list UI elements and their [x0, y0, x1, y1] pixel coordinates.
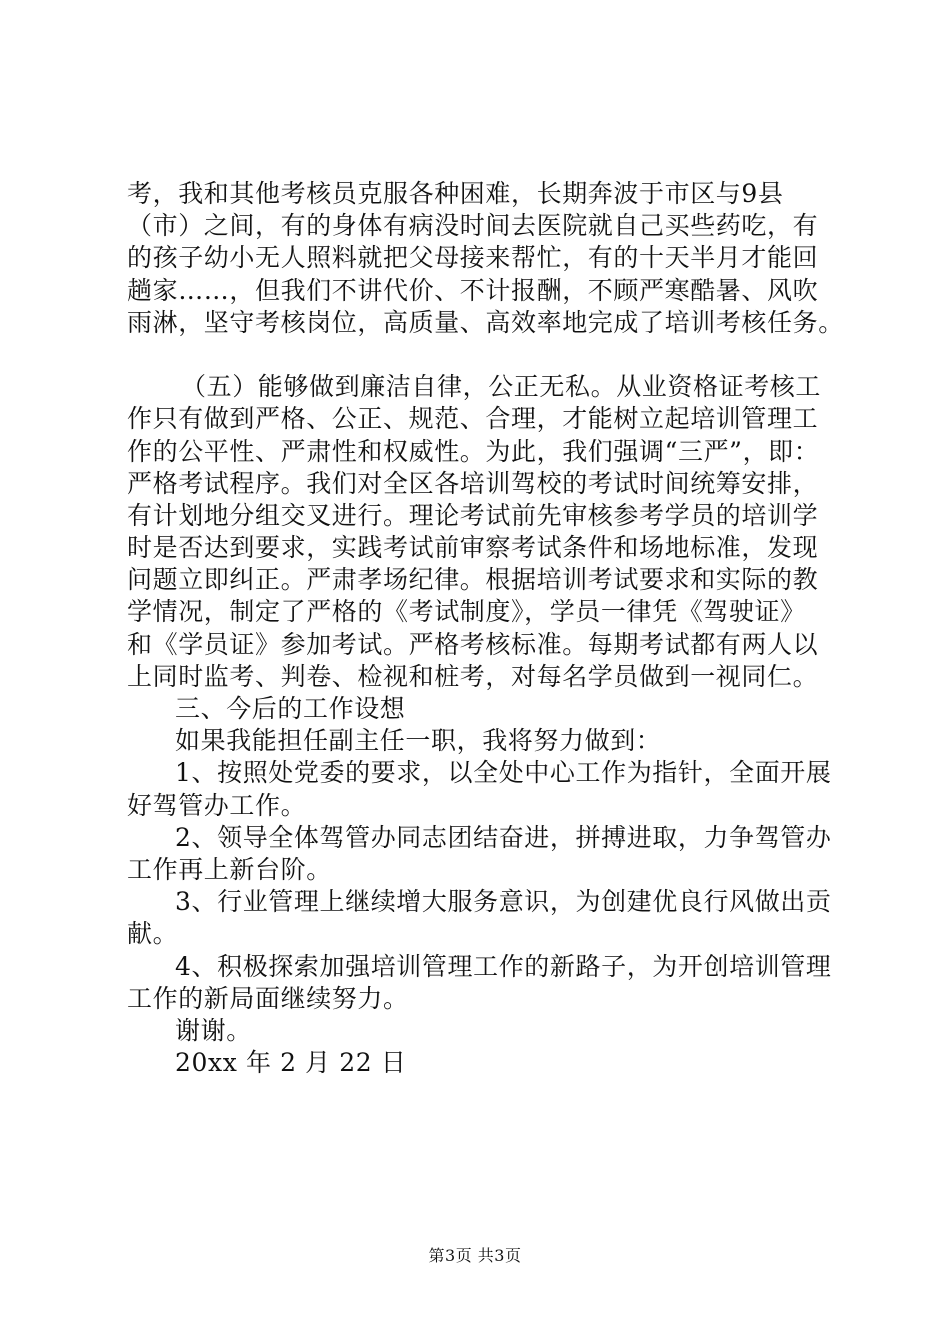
text-line: 和《学员证》参加考试。严格考核标准。每期考试都有两人以 [127, 629, 819, 659]
text-line: 问题立即纠正。严肃孝场纪律。根据培训考试要求和实际的教 [127, 565, 819, 595]
text-line: 有计划地分组交叉进行。理论考试前先审核参考学员的培训学 [127, 500, 819, 530]
paragraph-gap [127, 339, 847, 371]
document-date: 20xx 年 2 月 22 日 [175, 1048, 407, 1078]
list-item: 1、按照处党委的要求，以全处中心工作为指针，全面开展 [175, 758, 832, 788]
text-line: 作只有做到严格、公正、规范、合理，才能树立起培训管理工 [127, 404, 819, 434]
text-line: 考，我和其他考核员克服各种困难，长期奔波于市区与9县 [127, 179, 784, 208]
document-body [127, 178, 847, 1079]
section-heading: 三、今后的工作设想 [175, 694, 406, 723]
list-item: 4、积极探索加强培训管理工作的新路子，为开创培训管理 [175, 951, 832, 981]
text-line: 雨淋，坚守考核岗位，高质量、高效率地完成了培训考核任务。 [127, 307, 844, 337]
text-line: （五）能够做到廉洁自律，公正无私。从业资格证考核工 [181, 372, 822, 402]
text-line: 趟家……，但我们不讲代价、不计报酬，不顾严寒酷暑、风吹 [127, 275, 819, 305]
text-line: 献。 [127, 919, 179, 949]
text-line: 好驾管办工作。 [127, 790, 307, 820]
text-line: 作的公平性、严肃性和权威性。为此，我们强调“三严”，即： [127, 436, 820, 466]
text-line: 时是否达到要求，实践考试前审察考试条件和场地标准，发现 [127, 533, 819, 563]
list-item: 3、行业管理上继续增大服务意识，为创建优良行风做出贡 [175, 887, 832, 917]
text-line: （市）之间，有的身体有病没时间去医院就自己买些药吃，有 [127, 211, 819, 241]
text-line: 学情况，制定了严格的《考试制度》，学员一律凭《驾驶证》 [127, 597, 806, 627]
text-line: 如果我能担任副主任一职，我将努力做到： [175, 726, 662, 756]
text-line: 上同时监考、判卷、检视和桩考，对每名学员做到一视同仁。 [127, 661, 819, 691]
closing-text: 谢谢。 [175, 1015, 252, 1045]
text-line: 严格考试程序。我们对全区各培训驾校的考试时间统筹安排， [127, 468, 819, 498]
list-item: 2、领导全体驾管办同志团结奋进，拼搏进取，力争驾管办 [175, 822, 832, 852]
text-line: 的孩子幼小无人照料就把父母接来帮忙，有的十天半月才能回 [127, 243, 819, 273]
page-number: 第3页 共3页 [428, 1246, 522, 1265]
text-line: 工作再上新台阶。 [127, 854, 332, 884]
text-line: 工作的新局面继续努力。 [127, 983, 409, 1013]
